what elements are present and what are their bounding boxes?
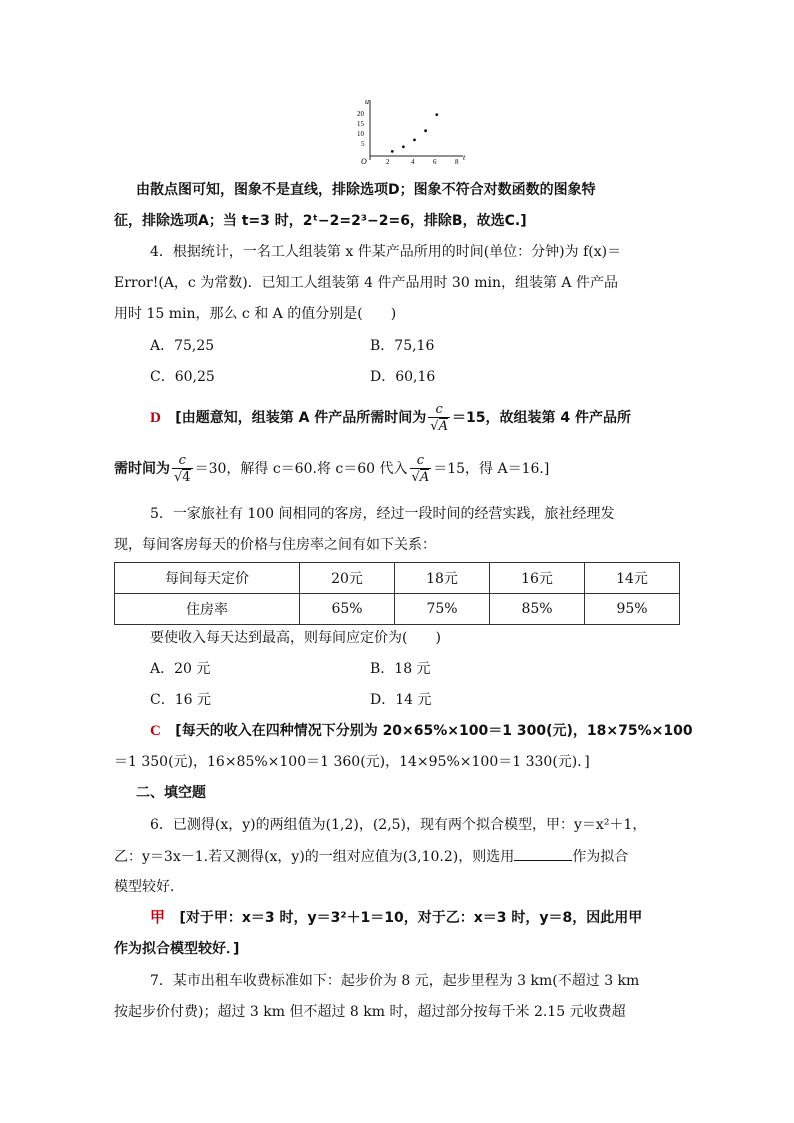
q4-solution-text-c: 需时间为 <box>114 461 170 477</box>
table-cell: 每间每天定价 <box>115 563 300 594</box>
q4-solution-line-1 <box>150 400 631 436</box>
scatter-point-1 <box>391 150 394 153</box>
table-cell: 16元 <box>490 563 585 594</box>
fraction-c-over-sqrt-A-2: $\frac{c}{√A}$ <box>411 452 430 485</box>
q4-solution-line-2 <box>114 451 549 487</box>
table-cell: 85% <box>490 594 585 625</box>
q6-answer: 甲 <box>150 910 166 926</box>
table-cell: 65% <box>300 594 395 625</box>
scatter-point-4 <box>424 129 427 132</box>
solution-line-1: 由散点图可知，图象不是直线，排除选项D；图象不符合对数函数的图象特 <box>136 182 596 198</box>
question-6-line-1: 6．已测得(x，y)的两组值为(1,2)，(2,5)，现有两个拟合模型，甲：y＝x²＋1， <box>150 817 647 833</box>
table-cell: 75% <box>395 594 490 625</box>
q4-solution-text-b: ＝15，故组装第 4 件产品所 <box>451 410 631 426</box>
y-tick-5: 5 <box>361 140 365 148</box>
x-tick-8: 8 <box>455 158 459 166</box>
y-axis-label: u <box>365 97 369 106</box>
q5-solution-text-a: [每天的收入在四种情况下分别为 20×65%×100＝1 300(元)，18×75%×100 <box>175 723 693 739</box>
x-tick-4: 4 <box>411 158 415 166</box>
q4-solution-text-a: [由题意知，组装第 A 件产品所需时间为 <box>175 410 427 426</box>
price-occupancy-table <box>114 562 680 625</box>
question-7-line-2: 按起步价付费)；超过 3 km 但不超过 8 km 时，超过部分按每千米 2.15 元收费超 <box>114 1004 626 1020</box>
q6-solution-line-2: 作为拟合模型较好．] <box>114 941 240 957</box>
answer-blank <box>514 846 572 861</box>
scatter-point-5 <box>435 113 438 116</box>
q4-answer: D <box>150 410 161 426</box>
scatter-point-3 <box>413 139 416 142</box>
table-cell: 95% <box>585 594 680 625</box>
option-5c: C．16 元 <box>150 692 211 708</box>
question-6-line-2 <box>114 846 628 867</box>
origin-label: O <box>361 157 367 166</box>
question-4-line-1: 4．根据统计，一名工人组装第 x 件某产品所用的时间(单位：分钟)为 f(x)＝ <box>150 244 622 260</box>
option-4a: A．75,25 <box>150 338 215 354</box>
x-tick-2: 2 <box>386 158 390 166</box>
table-row <box>115 594 680 625</box>
solution-line-2: 征，排除选项A；当 t=3 时，2ᵗ−2=2³−2=6，排除B，故选C.] <box>114 213 527 229</box>
question-5-line-3: 要使收入每天达到最高，则每间应定价为( ) <box>150 630 441 646</box>
option-5b: B．18 元 <box>370 661 431 677</box>
section-heading-fill-blank: 二、填空题 <box>136 785 206 801</box>
question-5-line-1: 5．一家旅社有 100 间相同的客房，经过一段时间的经营实践，旅社经理发 <box>150 506 615 522</box>
table-cell: 20元 <box>300 563 395 594</box>
q5-solution-line-1 <box>150 721 693 741</box>
option-4b: B．75,16 <box>370 338 435 354</box>
question-6-text-a: 乙：y＝3x－1.若又测得(x，y)的一组对应值为(3,10.2)，则选用 <box>114 849 515 865</box>
option-5a: A．20 元 <box>150 661 211 677</box>
q5-solution-line-2: ＝1 350(元)，16×85%×100＝1 360(元)，14×95%×100＝1 330(元)．] <box>114 754 590 770</box>
question-5-line-2: 现，每间客房每天的价格与住房率之间有如下关系： <box>114 537 436 553</box>
scatter-plot <box>355 96 470 166</box>
table-cell: 住房率 <box>115 594 300 625</box>
y-tick-20: 20 <box>357 110 364 118</box>
question-6-line-3: 模型较好． <box>114 879 184 895</box>
y-tick-15: 15 <box>357 120 364 128</box>
option-4c: C．60,25 <box>150 369 215 385</box>
question-4-line-3: 用时 15 min，那么 c 和 A 的值分别是( ) <box>114 306 397 322</box>
table-cell: 18元 <box>395 563 490 594</box>
question-6-text-b: 作为拟合 <box>572 849 629 865</box>
table-cell: 14元 <box>585 563 680 594</box>
question-7-line-1: 7．某市出租车收费标准如下：起步价为 8 元，起步里程为 3 km(不超过 3 km <box>150 973 640 989</box>
fraction-c-over-sqrt-4: $\frac{c}{√4}$ <box>174 452 191 485</box>
q4-solution-text-d: ＝30，解得 c＝60.将 c＝60 代入 <box>194 461 408 477</box>
scatter-point-2 <box>402 145 405 148</box>
table-row <box>115 563 680 594</box>
q6-solution-line-1 <box>150 908 642 928</box>
q6-solution-text-a: [对于甲：x＝3 时，y＝3²＋1＝10，对于乙：x＝3 时，y＝8，因此用甲 <box>179 910 643 926</box>
x-tick-6: 6 <box>433 158 437 166</box>
q5-answer: C <box>150 723 161 739</box>
y-tick-10: 10 <box>357 130 364 138</box>
option-5d: D．14 元 <box>370 692 432 708</box>
q4-solution-text-e: ＝15，得 A＝16.] <box>433 461 550 477</box>
fraction-c-over-sqrt-A: $\frac{c}{√A}$ <box>430 401 448 434</box>
question-4-line-2: Error!(A，c 为常数)．已知工人组装第 4 件产品用时 30 min，组装第 A 件产品 <box>114 275 618 291</box>
option-4d: D．60,16 <box>370 369 436 385</box>
x-axis-label: t <box>463 153 466 162</box>
